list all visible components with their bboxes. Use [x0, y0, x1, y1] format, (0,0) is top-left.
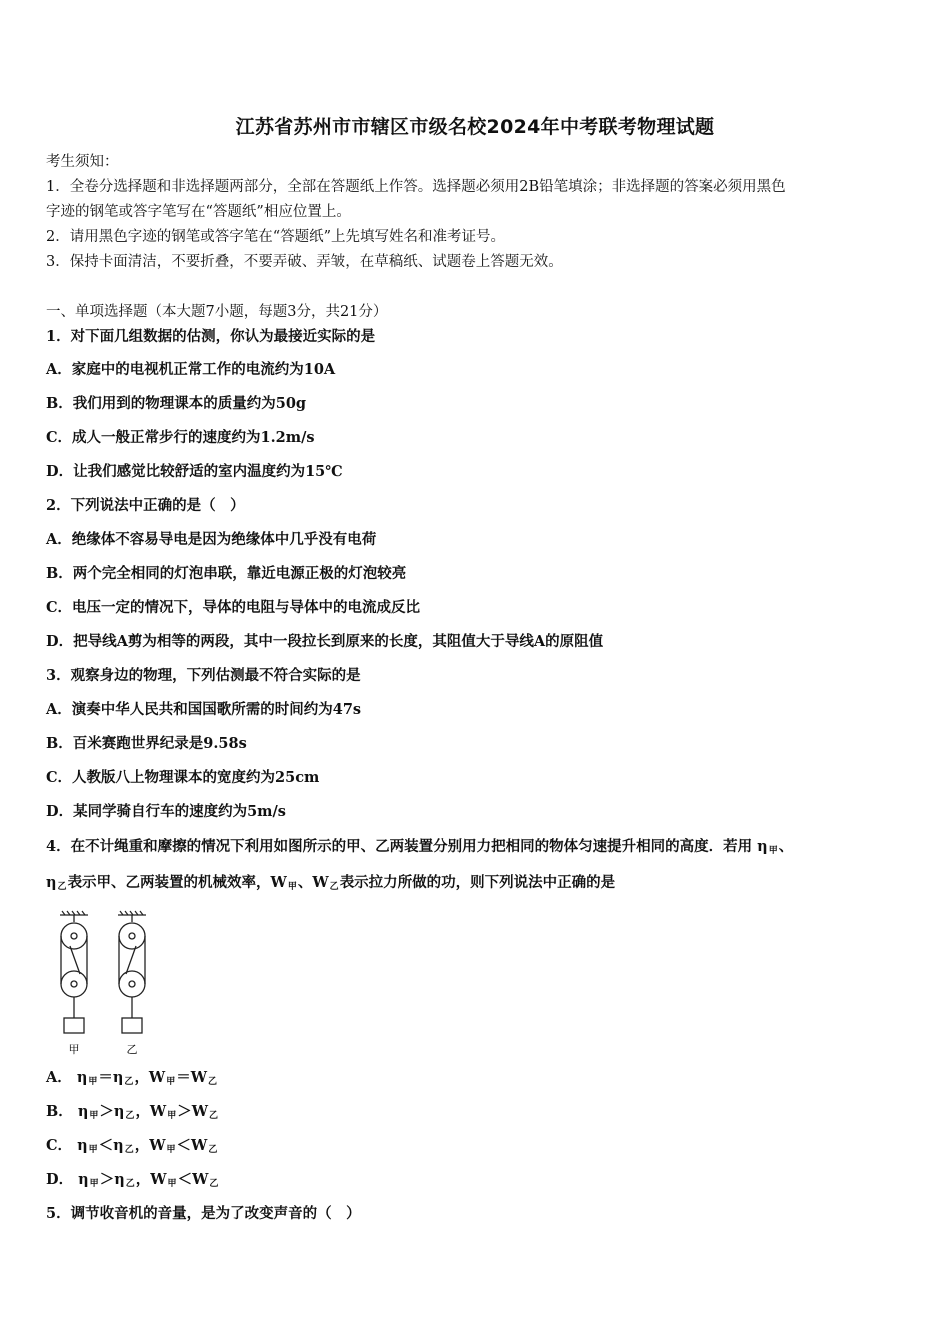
notice-item: 字迹的钢笔或答字笔写在“答题纸”相应位置上。 [46, 204, 351, 220]
figure-label-yi: 乙 [126, 1043, 138, 1056]
notice-heading: 考生须知： [46, 154, 119, 170]
pulley-diagram [52, 910, 162, 1060]
question-2-stem: 2．下列说法中正确的是（ ） [46, 497, 245, 514]
q1-option-c: C．成人一般正常步行的速度约为1.2m/s [46, 429, 315, 446]
q2-option-d: D．把导线A剪为相等的两段，其中一段拉长到原来的长度，其阻值大于导线A的原阻值 [46, 633, 604, 650]
notice-item: 2．请用黑色字迹的钢笔或答字笔在“答题纸”上先填写姓名和准考证号。 [46, 229, 506, 245]
q4-option-d: D． $\eta_甲>\eta_乙$，$W_甲<W_乙$ [46, 1171, 219, 1189]
q3-option-b: B．百米赛跑世界纪录是9.58s [46, 735, 247, 752]
q3-option-a: A．演奏中华人民共和国国歌所需的时间约为47s [46, 701, 362, 718]
section-heading: 一、单项选择题（本大题7小题，每题3分，共21分） [46, 304, 388, 320]
question-4-stem-line1: 4．在不计绳重和摩擦的情况下利用如图所示的甲、乙两装置分别用力把相同的物体匀速提升相同的高度．若用 $\eta_甲$、 [46, 838, 794, 856]
q1-option-b: B．我们用到的物理课本的质量约为50g [46, 395, 307, 412]
q2-option-c: C．电压一定的情况下，导体的电阻与导体中的电流成反比 [46, 599, 421, 616]
question-5-stem: 5．调节收音机的音量，是为了改变声音的（ ） [46, 1205, 361, 1222]
q3-option-d: D．某同学骑自行车的速度约为5m/s [46, 803, 286, 820]
q2-option-a: A．绝缘体不容易导电是因为绝缘体中几乎没有电荷 [46, 531, 377, 548]
q3-option-c: C．人教版八上物理课本的宽度约为25cm [46, 769, 320, 786]
pulley-figure [52, 910, 162, 1060]
q1-option-d: D．让我们感觉比较舒适的室内温度约为15℃ [46, 463, 343, 480]
notice-item: 3．保持卡面清洁，不要折叠，不要弄破、弄皱，在草稿纸、试题卷上答题无效。 [46, 254, 563, 270]
question-1-stem: 1．对下面几组数据的估测，你认为最接近实际的是 [46, 328, 376, 345]
q2-option-b: B．两个完全相同的灯泡串联，靠近电源正极的灯泡较亮 [46, 565, 407, 582]
figure-label-jia: 甲 [68, 1043, 80, 1056]
q4-option-c: C． $\eta_甲<\eta_乙$，$W_甲<W_乙$ [46, 1137, 218, 1155]
notice-item: 1．全卷分选择题和非选择题两部分，全部在答题纸上作答。选择题必须用2B铅笔填涂；非选择题的答案必须用黑色 [46, 179, 786, 195]
question-3-stem: 3．观察身边的物理，下列估测最不符合实际的是 [46, 667, 361, 684]
question-4-stem-line2: $\eta_乙$表示甲、乙两装置的机械效率，$W_甲$、$W_乙$表示拉力所做的功，则下列说法中正确的是 [46, 874, 616, 892]
q4-option-b: B． $\eta_甲>\eta_乙$，$W_甲>W_乙$ [46, 1103, 219, 1121]
q1-option-a: A．家庭中的电视机正常工作的电流约为10A [46, 361, 336, 378]
q4-option-a: A． $\eta_甲=\eta_乙$，$W_甲=W_乙$ [46, 1069, 218, 1087]
page-title: 江苏省苏州市市辖区市级名校2024年中考联考物理试题 [235, 116, 715, 138]
